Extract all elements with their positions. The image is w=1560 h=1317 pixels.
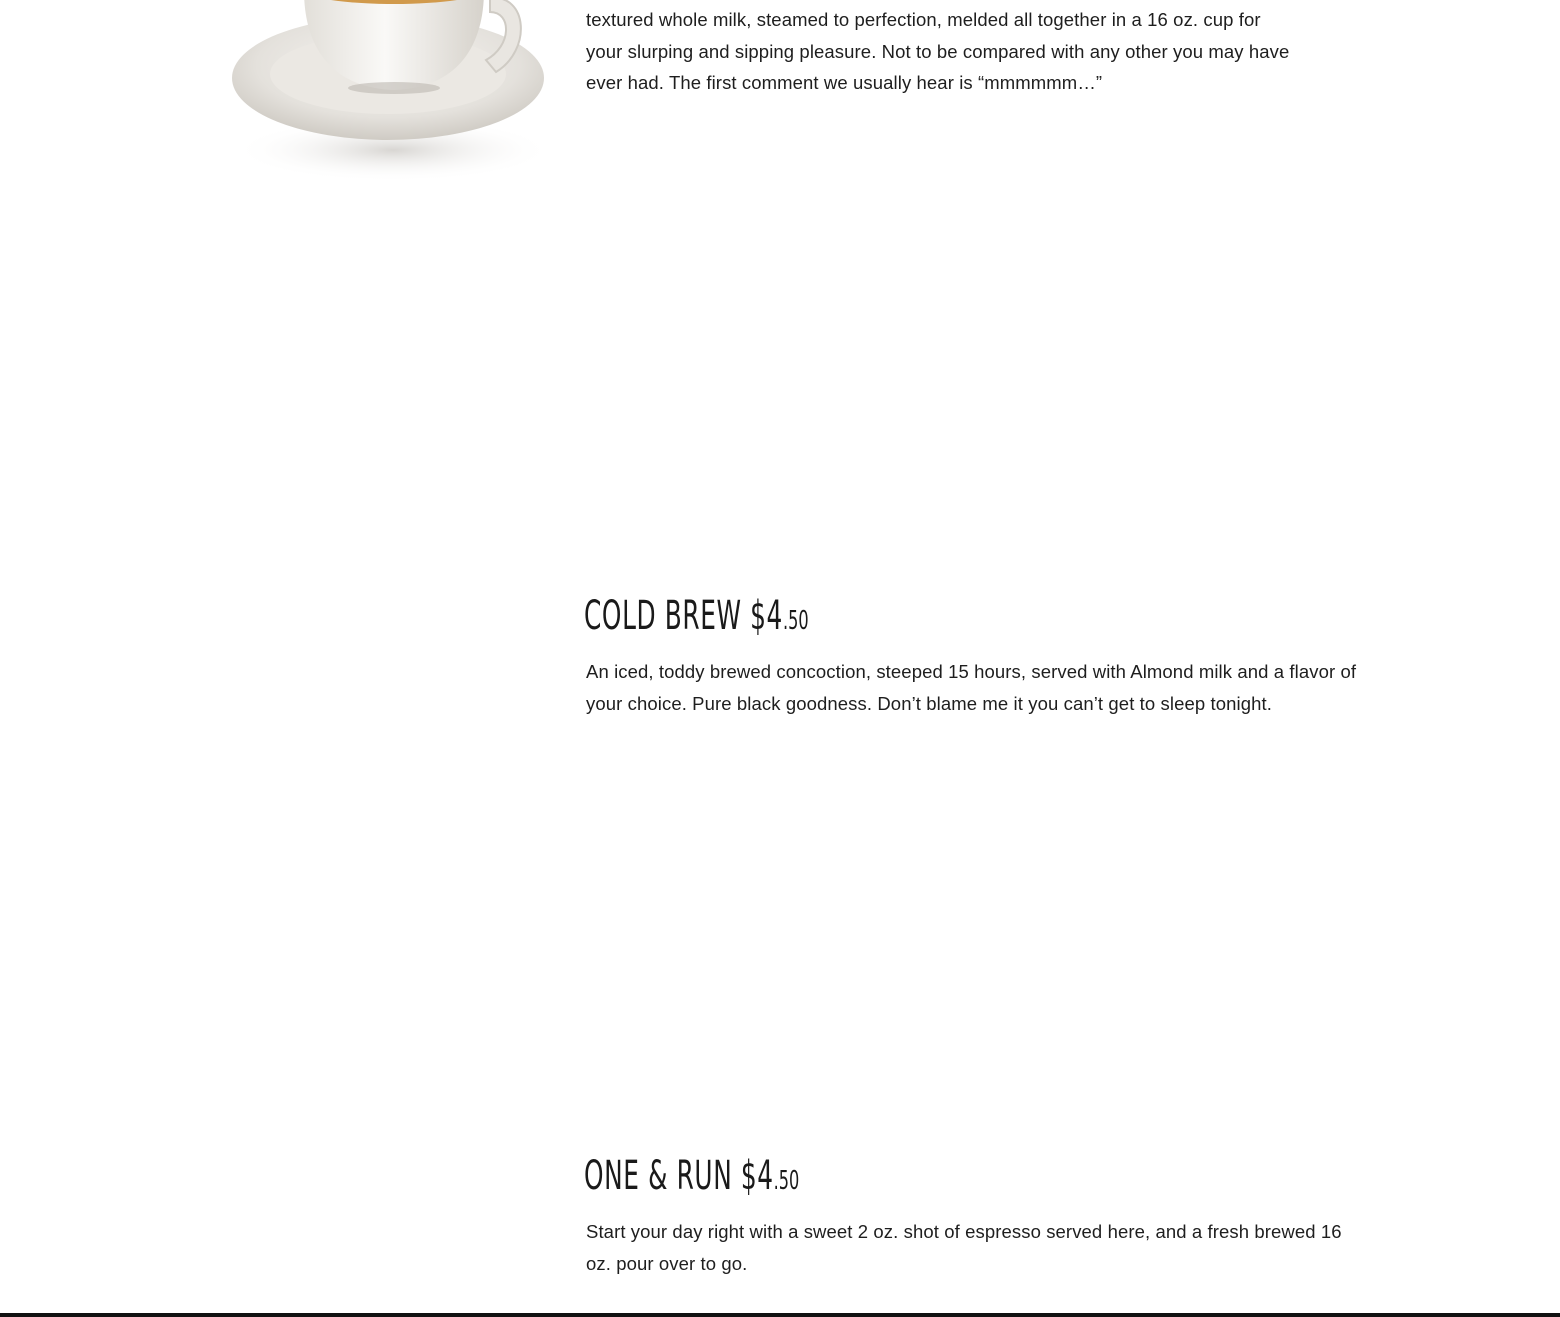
footer-divider xyxy=(0,1313,1560,1317)
latte-description-line-2: your slurping and sipping pleasure. Not to be compared with any other you may have xyxy=(586,40,1290,62)
cold-brew-price-dollars: $4 xyxy=(750,593,783,639)
one-and-run-description: Start your day right with a sweet 2 oz. shot of espresso served here, and a fresh brewed 16 oz. pour over to go. xyxy=(586,1221,1342,1274)
cold-brew-title xyxy=(584,594,809,643)
one-and-run-price xyxy=(741,1153,799,1199)
cold-brew-price xyxy=(750,593,808,639)
one-and-run-price-dollars: $4 xyxy=(740,1153,774,1199)
cold-brew-name: COLD BREW xyxy=(584,593,742,639)
one-and-run-title xyxy=(584,1154,799,1203)
cold-brew-price-cents: .50 xyxy=(782,606,809,636)
one-and-run-price-cents: .50 xyxy=(773,1166,800,1196)
coffee-cup-image xyxy=(228,0,554,182)
one-and-run-name: ONE & RUN xyxy=(584,1153,733,1199)
latte-description xyxy=(586,4,1366,99)
latte-description-line-3: ever had. The first comment we usually hear is “mmmmmm…” xyxy=(586,72,1103,93)
latte-description-line-1: textured whole milk, steamed to perfection, melded all together in a 16 oz. cup for xyxy=(586,9,1261,30)
cold-brew-description: An iced, toddy brewed concoction, steeped 15 hours, served with Almond milk and a flavor of your choice. Pure black goodness. Don’t blame me it you can’t get to sleep tonight. xyxy=(586,661,1357,714)
